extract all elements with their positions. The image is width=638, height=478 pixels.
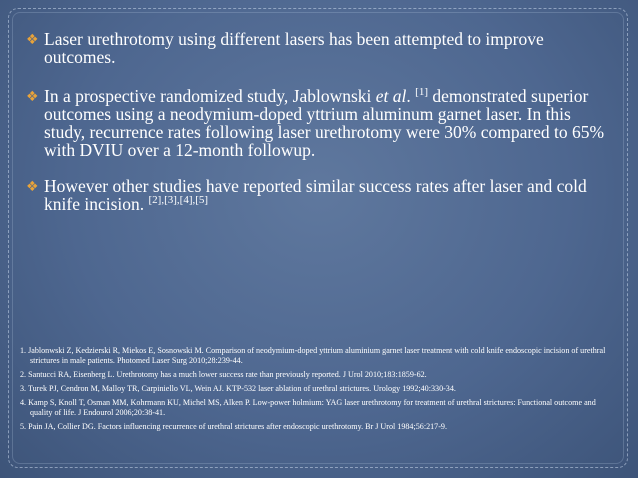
bullet-text-2-pre: In a prospective randomized study, Jablownski — [44, 86, 376, 106]
reference-item-1: 1. Jablonwski Z, Kedzierski R, Miekos E, Sosnowski M. Comparison of neodymium-doped yttrium aluminium garnet laser treatment with cold knife endoscopic incision of urethral strictures in male patients. Photomed Laser Surg 2010;28:239-44. — [20, 346, 606, 365]
bullet-icon: ❖ — [26, 89, 39, 105]
reference-list — [20, 346, 620, 436]
citation-marker-2-5: [2],[3],[4],[5] — [148, 194, 209, 207]
bullet-text-2-post: . — [406, 86, 416, 106]
bullet-item-3 — [26, 177, 606, 213]
reference-item-4: 4. Kamp S, Knoll T, Osman MM, Kohrmann KU, Michel MS, Alken P. Low-power holmium: YAG laser urethrotomy for treatment of urethral strictures: Functional outcome and quality of life. J Endourol 2006;20:38-41. — [20, 398, 596, 417]
bullet-item-2 — [26, 87, 606, 159]
bullet-list — [26, 30, 606, 213]
bullet-text-1: Laser urethrotomy using different lasers has been attempted to improve outcomes. — [44, 29, 544, 67]
bullet-item-1 — [26, 30, 606, 66]
bullet-text-3: However other studies have reported similar success rates after laser and cold knife incision. — [44, 176, 587, 214]
citation-marker-1: [1] — [415, 86, 428, 99]
bullet-icon: ❖ — [26, 179, 39, 195]
bullet-text-2-italic: et al — [375, 86, 407, 106]
reference-item-2: 2. Santucci RA, Eisenberg L. Urethrotomy has a much lower success rate than previously reported. J Urol 2010;183:1859-62. — [20, 370, 427, 379]
reference-item-3: 3. Turek PJ, Cendron M, Malloy TR, Carpiniello VL, Wein AJ. KTP-532 laser ablation of urethral strictures. Urology 1992;40:330-34. — [20, 384, 456, 393]
reference-item-5: 5. Pain JA, Collier DG. Factors influencing recurrence of urethral strictures after endoscopic urethrotomy. Br J Urol 1984;56:217-9. — [20, 422, 447, 431]
bullet-icon: ❖ — [26, 32, 39, 48]
bullet-text-2-rest: demonstrated superior outcomes using a neodymium-doped yttrium aluminum garnet laser. In this study, recurrence rates following laser urethrotomy were 30% compared to 65% with DVIU over a 12-month followup. — [44, 86, 605, 160]
